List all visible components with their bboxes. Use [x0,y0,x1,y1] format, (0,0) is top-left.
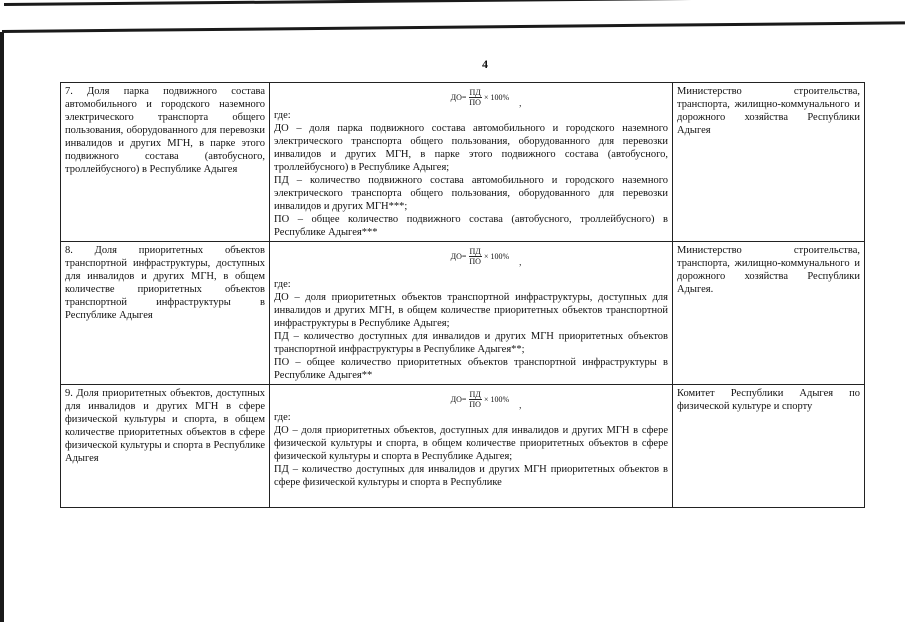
formula-comma: , [519,97,522,108]
indicators-table [60,82,865,508]
formula-comma: , [519,256,522,267]
indicator-cell: 8. Доля приоритетных объектов транспортной инфраструктуры, доступных для инвалидов и других МГН, в общем количестве приоритетных объектов транспортной инфраструктуры в Республике Адыгея [61,242,270,385]
formula [304,387,668,411]
definition: ПД – количество доступных для инвалидов и других МГН приоритетных объектов в сфере физической культуры и спорта в Республике [274,464,668,488]
formula-multiplier: × 100% [483,92,510,102]
definition: ДО – доля парка подвижного состава автомобильного и городского наземного электрического транспорта общего пользования, оборудованного для перевозки инвалидов и других МГН, в парке этого подвижного состава (автобусного, троллейбусного) в Республике Адыгея; [274,123,668,173]
indicator-cell: 9. Доля приоритетных объектов, доступных для инвалидов и других МГН в сфере физической культуры и спорта, в общем количестве приоритетных объектов в сфере физической культуры и спорта в Республике Адыгея [61,385,270,508]
formula-lhs: ДО= [450,92,467,102]
scan-edge-shadow [2,21,905,33]
responsible-cell: Министерство строительства, транспорта, жилищно-коммунального и дорожного хозяйства Республики Адыгея [673,83,865,242]
definition: ПО – общее количество подвижного состава (автобусного, троллейбусного) в Республике Адыгея*** [274,214,668,238]
scan-edge-left [0,32,4,622]
formula-denominator: ПО [469,97,481,107]
indicator-cell: 7. Доля парка подвижного состава автомобильного и городского наземного электрического транспорта общего пользования, оборудованного для перевозки инвалидов и других МГН, в парке этого подвижного состава (автобусного, троллейбусного) в Республике Адыгея [61,83,270,242]
responsible-cell: Министерство строительства, транспорта, жилищно-коммунального и дорожного хозяйства Республики Адыгея. [673,242,865,385]
page-number: 4 [482,57,488,71]
formula-multiplier: × 100% [483,394,510,404]
table-row [61,242,865,385]
formula-numerator: ПД [469,389,481,399]
formula-comma: , [519,399,522,410]
formula-denominator: ПО [469,399,481,409]
definition: ДО – доля приоритетных объектов транспортной инфраструктуры, доступных для инвалидов и других МГН, в общем количестве приоритетных объектов транспортной инфраструктуры в Республике Адыгея; [274,292,668,329]
method-cell [270,385,673,508]
definition: ДО – доля приоритетных объектов, доступных для инвалидов и других МГН в сфере физической культуры и спорта, в общем количестве приоритетных объектов в сфере физической культуры и спорта в Республике Адыгея; [274,425,668,462]
formula-lhs: ДО= [450,251,467,261]
method-cell [270,83,673,242]
table-row [61,385,865,508]
formula-fraction [468,88,482,107]
formula [304,244,668,268]
formula-numerator: ПД [469,87,481,97]
formula [304,85,668,109]
where-label: где: [274,412,291,423]
where-label: где: [274,279,291,290]
method-cell [270,242,673,385]
formula-multiplier: × 100% [483,251,510,261]
definition: ПД – количество доступных для инвалидов и других МГН приоритетных объектов транспортной инфраструктуры в Республике Адыгея**; [274,331,668,355]
definition: ПД – количество подвижного состава автомобильного и городского наземного электрического транспорта общего пользования, оборудованного для перевозки инвалидов и других МГН***; [274,175,668,212]
formula-lhs: ДО= [450,394,467,404]
responsible-cell: Комитет Республики Адыгея по физической культуре и спорту [673,385,865,508]
where-label: где: [274,110,291,121]
formula-fraction [468,247,482,266]
formula-denominator: ПО [469,256,481,266]
formula-numerator: ПД [469,246,481,256]
table-row [61,83,865,242]
definition: ПО – общее количество приоритетных объектов транспортной инфраструктуры в Республике Адыгея** [274,357,668,381]
formula-fraction [468,390,482,409]
